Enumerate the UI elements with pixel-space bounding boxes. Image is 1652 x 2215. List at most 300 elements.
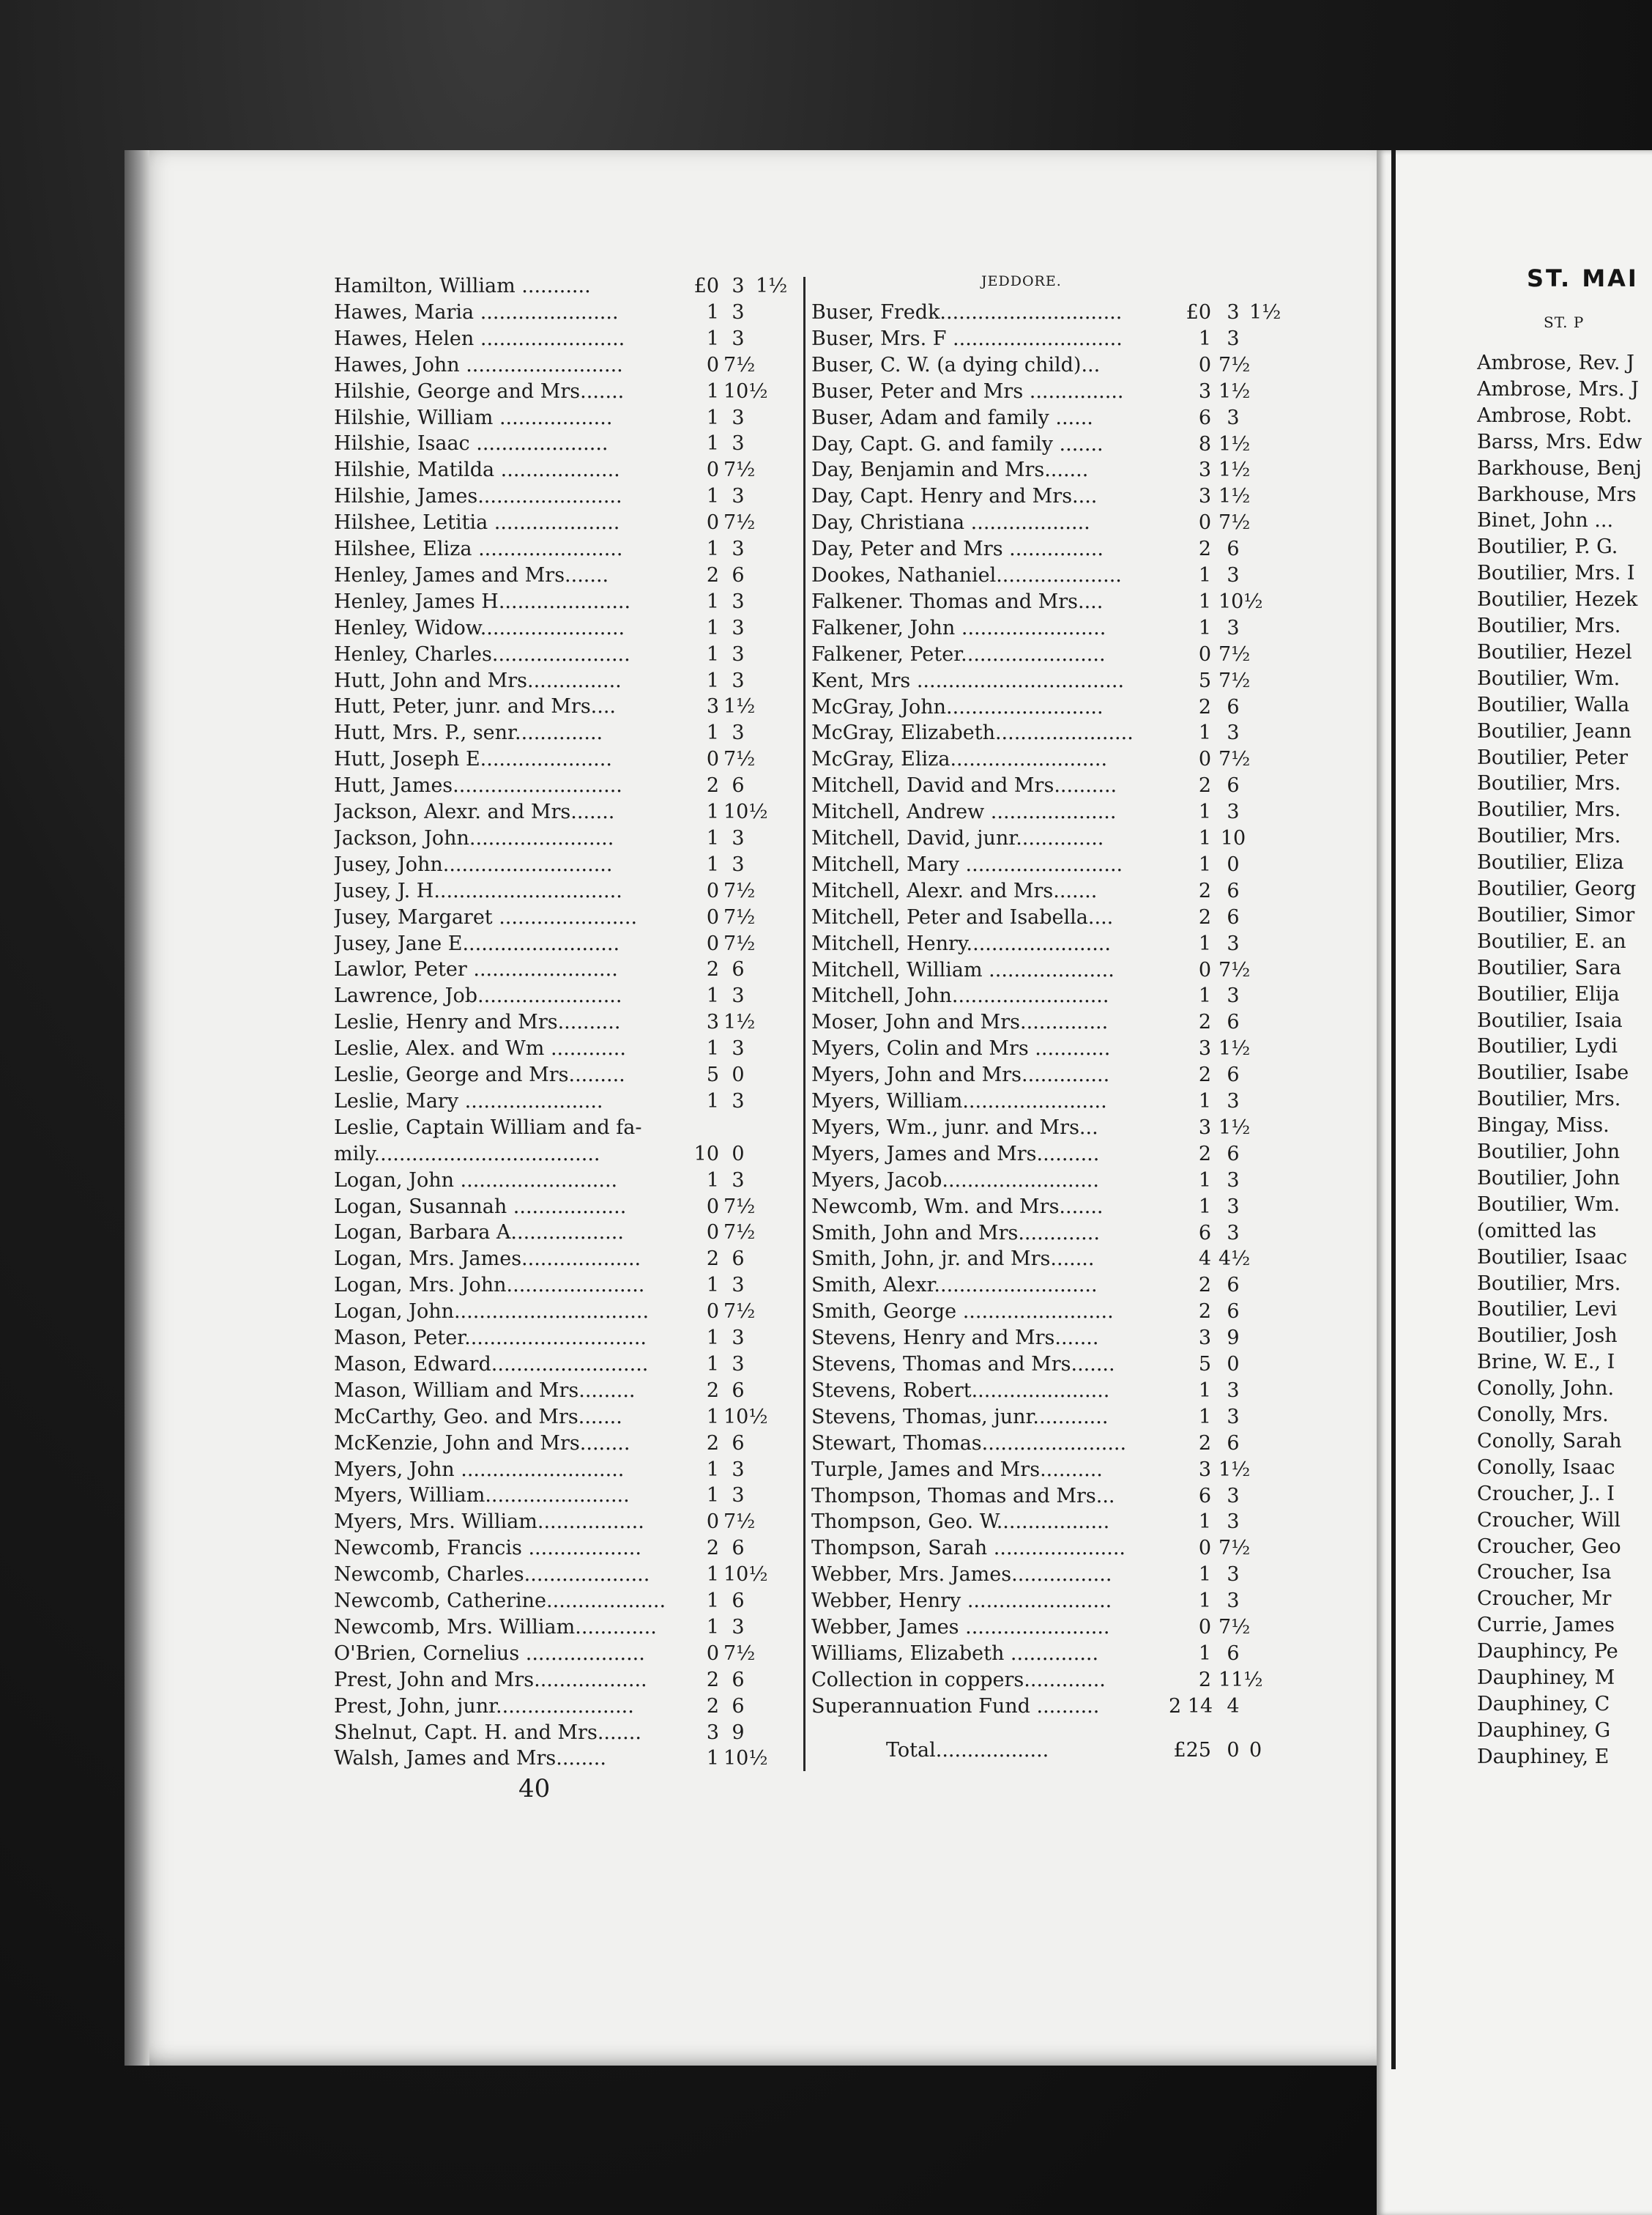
amount-shillings: 1½ [1218, 379, 1251, 403]
entry-name: Jusey, J. H.............................. [334, 879, 622, 902]
amount-pounds: 2 [1198, 538, 1211, 561]
subscriber-row [811, 1272, 1295, 1299]
subscriber-row [334, 1404, 803, 1431]
amount-shillings: 7½ [723, 1510, 756, 1534]
amount-pounds: 6 [1198, 406, 1211, 429]
amount-pounds: 2 14 [1169, 1694, 1213, 1718]
subscriber-row [1477, 1507, 1652, 1534]
amount-pounds: 0 [706, 905, 719, 929]
subscriber-row [1477, 1323, 1652, 1349]
entry-name: Stevens, Thomas and Mrs....... [811, 1353, 1115, 1376]
entry-name: Jusey, John........................... [334, 853, 613, 876]
subscriber-row [334, 1693, 803, 1720]
entry-name: McGray, Elizabeth...................... [811, 721, 1134, 745]
entry-name: Hamilton, William ........... [334, 275, 591, 297]
subscriber-row [811, 1404, 1295, 1431]
entry-name: Stewart, Thomas....................... [811, 1431, 1127, 1455]
amount-shillings: 7½ [1218, 353, 1251, 376]
subscriber-row [1477, 850, 1652, 876]
amount-pounds: 5 [706, 1064, 719, 1086]
subscriber-row [811, 1457, 1295, 1483]
amount-pounds: £0 [1186, 301, 1211, 324]
amount-pounds: 0 [1198, 1537, 1211, 1560]
subscriber-row [334, 1431, 803, 1457]
amount-shillings: 3 [732, 1458, 745, 1481]
subscriber-row [334, 352, 803, 379]
entry-name: Bingay, Miss. [1477, 1114, 1610, 1138]
subscriber-row [811, 1483, 1295, 1510]
entry-name: Boutilier, Simor [1477, 903, 1635, 927]
entry-name: Boutilier, Mrs. [1477, 1272, 1621, 1295]
subscriber-row [1477, 1559, 1652, 1586]
entry-name: Buser, Fredk............................. [811, 301, 1123, 324]
amount-pounds: 1 [706, 826, 719, 850]
subscriber-row [1477, 1192, 1652, 1218]
entry-name: Henley, James H..................... [334, 590, 631, 613]
subscriber-row [334, 1562, 803, 1588]
amount-shillings: 6 [732, 1668, 745, 1691]
jeddore-heading: JEDDORE. [981, 273, 1062, 289]
entry-name: Boutilier, Sara [1477, 956, 1621, 979]
entry-name: Boutilier, Walla [1477, 693, 1630, 716]
right-page-subheading: ST. P [1544, 313, 1585, 331]
amount-shillings: 9 [732, 1721, 745, 1744]
subscriber-row [334, 957, 803, 983]
subscriber-row [334, 720, 803, 746]
amount-shillings: 10½ [723, 801, 768, 823]
entry-name: Currie, James [1477, 1614, 1615, 1637]
amount-pounds: 1 [1198, 590, 1211, 613]
entry-name: Prest, John, junr...................... [334, 1694, 634, 1718]
subscriber-row [334, 405, 803, 431]
entry-name: Turple, James and Mrs.......... [811, 1458, 1103, 1481]
subscriber-row [1477, 1060, 1652, 1086]
amount-shillings: 7½ [1218, 669, 1251, 692]
subscriber-row [811, 483, 1295, 510]
amount-pounds: 1 [706, 327, 719, 350]
subscriber-row [1477, 1008, 1652, 1034]
subscriber-row [811, 1115, 1295, 1141]
amount-shillings: 3 [732, 1037, 745, 1061]
subscriber-row [811, 1141, 1295, 1168]
subscriber-row [811, 1220, 1295, 1247]
amount-shillings: 6 [1227, 905, 1240, 929]
amount-pounds: 2 [706, 1431, 719, 1455]
subscriber-row [811, 773, 1295, 799]
subscriber-row [1477, 560, 1652, 587]
entry-name: Stevens, Henry and Mrs....... [811, 1327, 1099, 1350]
subscriber-row [1477, 376, 1652, 403]
entry-name: Newcomb, Charles.................... [334, 1563, 650, 1587]
subscriber-row [1477, 1218, 1652, 1244]
entry-name: Myers, Wm., junr. and Mrs... [811, 1116, 1098, 1139]
amount-pounds: 1 [1198, 1195, 1211, 1218]
subscriber-row [811, 1693, 1295, 1720]
amount-pounds: 1 [1198, 827, 1211, 850]
amount-shillings: 3 [1227, 1405, 1240, 1428]
subscriber-row [1477, 982, 1652, 1008]
subscriber-row [1477, 587, 1652, 613]
total-shillings: 0 [1227, 1738, 1240, 1762]
entry-name: Mitchell, William .................... [811, 958, 1115, 982]
amount-pounds: 0 [706, 1510, 719, 1534]
subscriber-row [1477, 1744, 1652, 1770]
entry-name: McCarthy, Geo. and Mrs....... [334, 1405, 622, 1428]
subscriber-row [811, 1246, 1295, 1272]
entry-name: Buser, Peter and Mrs ............... [811, 379, 1124, 403]
subscriber-row [334, 1220, 803, 1246]
entry-name: Barkhouse, Benj [1477, 456, 1642, 480]
entry-name: Hilshee, Letitia .................... [334, 511, 620, 535]
entry-name: Hilshie, William .................. [334, 406, 613, 429]
subscriber-row [1477, 692, 1652, 719]
entry-name: Boutilier, Hezek [1477, 588, 1638, 612]
amount-shillings: 1½ [723, 695, 756, 719]
amount-pounds: 2 [1198, 1064, 1211, 1087]
amount-pounds: 1 [1198, 932, 1211, 955]
amount-shillings: 6 [1227, 695, 1240, 719]
entry-name: Day, Benjamin and Mrs....... [811, 459, 1089, 482]
amount-pounds: 3 [1198, 1037, 1211, 1061]
amount-pounds: 1 [706, 642, 719, 666]
amount-pounds: 1 [706, 669, 719, 692]
amount-pounds: 1 [706, 1168, 719, 1192]
entry-name: Hilshie, Matilda ................... [334, 459, 620, 482]
entry-name: Myers, Mrs. William................. [334, 1510, 644, 1534]
subscriber-row [811, 1168, 1295, 1194]
amount-shillings: 6 [732, 1247, 745, 1271]
subscriber-row [811, 1009, 1295, 1036]
amount-pence: 1½ [756, 275, 788, 297]
amount-shillings: 3 [1227, 1195, 1240, 1218]
amount-shillings: 3 [732, 432, 745, 456]
entry-name: Walsh, James and Mrs........ [334, 1747, 606, 1770]
subscriber-row [334, 878, 803, 905]
amount-pounds: 3 [706, 1011, 719, 1034]
amount-shillings: 3 [1227, 564, 1240, 587]
entry-name: Henley, James and Mrs....... [334, 563, 609, 587]
amount-pounds: 2 [706, 563, 719, 587]
amount-pounds: 0 [706, 1221, 719, 1244]
subscriber-row [1477, 1639, 1652, 1665]
amount-shillings: 4 [1227, 1694, 1240, 1718]
entry-name: Myers, Jacob......................... [811, 1168, 1099, 1192]
amount-pounds: 0 [706, 932, 719, 955]
subscriber-row [334, 1299, 803, 1325]
amount-pounds: 3 [1198, 1458, 1211, 1481]
subscriber-row [1477, 1428, 1652, 1455]
amount-shillings: 3 [732, 327, 745, 350]
amount-pounds: 2 [1198, 1011, 1211, 1034]
subscriber-row [334, 1325, 803, 1351]
amount-pounds: 0 [706, 459, 719, 482]
subscriber-row [334, 1509, 803, 1535]
entry-name: Leslie, Alex. and Wm ............ [334, 1037, 626, 1061]
amount-shillings: 6 [732, 958, 745, 982]
amount-pounds: 1 [1198, 1168, 1211, 1192]
amount-shillings: 7½ [1218, 958, 1251, 982]
amount-pounds: 0 [1198, 642, 1211, 666]
subscriber-row [811, 1194, 1295, 1220]
amount-pounds: 1 [1198, 853, 1211, 876]
entry-name: Newcomb, Catherine................... [334, 1589, 666, 1612]
subscriber-row [1477, 456, 1652, 482]
amount-shillings: 7½ [723, 932, 756, 955]
amount-pounds: 1 [706, 1589, 719, 1612]
amount-shillings: 6 [732, 1694, 745, 1718]
entry-name: Shelnut, Capt. H. and Mrs....... [334, 1721, 641, 1744]
entry-name: Boutilier, P. G. [1477, 535, 1618, 559]
amount-shillings: 6 [732, 774, 745, 798]
entry-name: Myers, William....................... [811, 1090, 1107, 1113]
subscriber-row [811, 536, 1295, 563]
subscriber-row [811, 405, 1295, 431]
amount-shillings: 3 [732, 984, 745, 1008]
amount-shillings: 7½ [1218, 642, 1251, 666]
amount-shillings: 6 [732, 563, 745, 587]
amount-shillings: 7½ [723, 905, 756, 929]
amount-pounds: 2 [706, 1694, 719, 1718]
amount-shillings: 3 [732, 1484, 745, 1507]
amount-pounds: 1 [1198, 984, 1211, 1008]
entry-name: Hilshie, George and Mrs....... [334, 379, 625, 403]
amount-shillings: 10½ [723, 1563, 768, 1587]
subscriber-row [334, 931, 803, 957]
amount-pounds: 0 [706, 1641, 719, 1665]
subscriber-row [811, 1667, 1295, 1693]
entry-name: Newcomb, Francis .................. [334, 1537, 641, 1560]
subscriber-row [811, 905, 1295, 931]
amount-shillings: 3 [732, 669, 745, 692]
entry-name: Boutilier, E. an [1477, 930, 1626, 953]
subscriber-row [811, 642, 1295, 668]
entry-name: Hawes, Maria ...................... [334, 300, 619, 324]
entry-name: Webber, Mrs. James................ [811, 1563, 1112, 1587]
amount-pounds: 2 [1198, 1142, 1211, 1165]
entry-name: Mitchell, Andrew .................... [811, 801, 1117, 824]
entry-name: Logan, Barbara A.................. [334, 1221, 624, 1244]
subscriber-row [334, 668, 803, 694]
entry-name: Hutt, Mrs. P., senr.............. [334, 721, 603, 745]
amount-shillings: 3 [1227, 721, 1240, 745]
amount-pounds: 2 [1198, 905, 1211, 929]
amount-pounds: 1 [1198, 801, 1211, 824]
entry-name: Henley, Widow....................... [334, 616, 625, 639]
amount-pounds: 2 [706, 1668, 719, 1691]
amount-pounds: 8 [1198, 432, 1211, 456]
amount-pounds: 1 [706, 432, 719, 456]
entry-name: Jackson, Alexr. and Mrs....... [334, 801, 615, 823]
entry-name: Barss, Mrs. Edw [1477, 430, 1642, 453]
entry-name: Hutt, James........................... [334, 774, 622, 798]
amount-pounds: 1 [706, 1089, 719, 1113]
subscriber-row [334, 983, 803, 1009]
subscriber-row [334, 1745, 803, 1772]
subscriber-row [811, 1509, 1295, 1535]
subscriber-row [811, 878, 1295, 905]
amount-shillings: 3 [732, 1089, 745, 1113]
entry-name: Lawlor, Peter ....................... [334, 958, 618, 982]
amount-pounds: 1 [706, 1458, 719, 1481]
subscriber-row [1477, 1665, 1652, 1691]
amount-shillings: 3 [732, 300, 745, 324]
subscriber-row [811, 825, 1295, 852]
entry-name: Boutilier, John [1477, 1166, 1621, 1190]
entry-name: Williams, Elizabeth .............. [811, 1641, 1099, 1665]
subscriber-row [811, 852, 1295, 878]
entry-name: Dauphiney, M [1477, 1666, 1615, 1689]
amount-pounds: 1 [1198, 1510, 1211, 1534]
entry-name: Mason, Edward......................... [334, 1352, 649, 1376]
amount-shillings: 7½ [723, 1221, 756, 1244]
amount-pounds: 0 [706, 879, 719, 902]
total-pounds: £25 [1173, 1738, 1211, 1762]
amount-shillings: 3 [1227, 1563, 1240, 1587]
entry-name: Leslie, George and Mrs......... [334, 1064, 625, 1086]
entry-name: Smith, Alexr.......................... [811, 1274, 1098, 1297]
amount-pounds: 0 [706, 353, 719, 376]
entry-name: Stevens, Robert...................... [811, 1379, 1110, 1402]
subscriber-row [334, 694, 803, 720]
amount-pounds: 3 [706, 695, 719, 719]
subscriber-row [334, 1168, 803, 1194]
amount-shillings: 3 [732, 721, 745, 745]
subscriber-row [811, 1378, 1295, 1404]
amount-shillings: 6 [1227, 879, 1240, 902]
amount-shillings: 0 [732, 1064, 745, 1086]
amount-shillings: 6 [732, 1589, 745, 1612]
entry-name: Mitchell, Alexr. and Mrs....... [811, 879, 1098, 902]
entry-name: Boutilier, Mrs. [1477, 798, 1621, 822]
entry-name: Lawrence, Job....................... [334, 984, 622, 1008]
subscriber-row [334, 1483, 803, 1509]
entry-name: Webber, Henry ....................... [811, 1589, 1112, 1613]
amount-shillings: 0 [1227, 853, 1240, 876]
entry-name: Hawes, Helen ....................... [334, 327, 625, 350]
entry-name: McGray, John......................... [811, 695, 1104, 719]
subscriber-row [1477, 1349, 1652, 1376]
entry-name: Smith, George ........................ [811, 1300, 1114, 1324]
entry-name: Hutt, John and Mrs............... [334, 669, 622, 692]
amount-pounds: 1 [706, 590, 719, 613]
entry-name: Boutilier, Mrs. [1477, 772, 1621, 795]
subscriber-row [1477, 1402, 1652, 1428]
amount-pounds: 1 [706, 1274, 719, 1297]
amount-shillings: 10½ [723, 379, 768, 403]
entry-name: Dauphiney, C [1477, 1692, 1610, 1715]
entry-name: Boutilier, Wm. [1477, 667, 1621, 690]
amount-shillings: 6 [1227, 538, 1240, 561]
subscriber-row [334, 1194, 803, 1220]
subscriber-row [811, 1641, 1295, 1667]
entry-name: Thompson, Thomas and Mrs... [811, 1484, 1115, 1507]
entry-name: Day, Capt. Henry and Mrs.... [811, 485, 1098, 508]
amount-pounds: 1 [1198, 327, 1211, 350]
amount-shillings: 7½ [723, 459, 756, 482]
entry-name: Logan, John............................... [334, 1300, 650, 1324]
entry-name: Logan, Mrs. John...................... [334, 1274, 645, 1297]
amount-shillings: 7½ [723, 511, 756, 535]
subscriber-row [334, 642, 803, 668]
entry-name: Leslie, Henry and Mrs.......... [334, 1011, 621, 1034]
entry-name: Myers, James and Mrs.......... [811, 1142, 1100, 1165]
subscriber-row [1477, 719, 1652, 745]
entry-name: Boutilier, Isaia [1477, 1009, 1623, 1032]
entry-name: Conolly, Mrs. [1477, 1403, 1609, 1426]
entry-name: Boutilier, Isabe [1477, 1061, 1629, 1085]
entry-name: Logan, Mrs. James................... [334, 1247, 641, 1271]
entry-name: Dauphiney, G [1477, 1718, 1611, 1742]
subscriber-row [1477, 771, 1652, 797]
subscriber-row [1477, 1455, 1652, 1481]
amount-pounds: 1 [706, 538, 719, 560]
amount-pounds: 10 [693, 1142, 719, 1165]
amount-pounds: 2 [706, 1537, 719, 1560]
total-label: Total.................. [886, 1738, 1049, 1762]
amount-shillings: 1½ [1218, 432, 1251, 456]
amount-pounds: 0 [706, 1195, 719, 1218]
entry-name: Newcomb, Wm. and Mrs....... [811, 1195, 1104, 1218]
subscriber-row [811, 326, 1295, 352]
amount-shillings: 7½ [723, 1641, 756, 1665]
amount-shillings: 6 [732, 1537, 745, 1560]
amount-pounds: 1 [1198, 721, 1211, 745]
amount-shillings: 3 [1227, 932, 1240, 955]
subscriber-row [811, 1062, 1295, 1088]
entry-name: Mitchell, Mary ......................... [811, 853, 1123, 876]
entry-name: Myers, William....................... [334, 1484, 630, 1507]
entry-name: Falkener, Peter....................... [811, 642, 1106, 666]
amount-shillings: 3 [732, 642, 745, 666]
subscriber-row [1477, 613, 1652, 639]
entry-name: Buser, C. W. (a dying child)... [811, 353, 1101, 376]
amount-shillings: 3 [1227, 1379, 1240, 1402]
subscriber-row [811, 1562, 1295, 1588]
entry-name: Smith, John, jr. and Mrs....... [811, 1247, 1095, 1271]
entry-name: Croucher, J.. I [1477, 1482, 1615, 1505]
amount-pounds: 5 [1198, 669, 1211, 692]
amount-pounds: 1 [706, 379, 719, 403]
subscriber-row [1477, 482, 1652, 508]
entry-name: O'Brien, Cornelius ................... [334, 1641, 645, 1665]
amount-pounds: 1 [706, 853, 719, 876]
entry-name: Buser, Mrs. F ........................... [811, 327, 1123, 350]
subscriber-row [334, 799, 803, 825]
amount-pounds: 1 [706, 300, 719, 324]
entry-name: Barkhouse, Mrs [1477, 483, 1637, 506]
subscriber-row [1477, 902, 1652, 929]
amount-pounds: 0 [706, 511, 719, 535]
subscriber-row [1477, 1718, 1652, 1744]
subscriber-row [1477, 955, 1652, 982]
amount-shillings: 3 [1227, 984, 1240, 1008]
amount-shillings: 3 [732, 538, 745, 560]
entry-name: Dauphincy, Pe [1477, 1640, 1618, 1663]
subscriber-row [334, 746, 803, 773]
subscriber-row [1477, 929, 1652, 955]
amount-pounds: 4 [1198, 1247, 1211, 1271]
amount-pounds: 2 [1198, 1274, 1211, 1297]
amount-pounds: 1 [1198, 1090, 1211, 1113]
entry-name: Day, Christiana ................... [811, 511, 1090, 535]
amount-shillings: 3 [1227, 801, 1240, 824]
amount-pounds: 0 [706, 748, 719, 771]
amount-shillings: 3 [732, 1615, 745, 1639]
entry-name: McGray, Eliza......................... [811, 748, 1108, 771]
entry-name: Logan, Susannah .................. [334, 1195, 627, 1218]
amount-pounds: 1 [1198, 1563, 1211, 1587]
subscriber-row [1477, 797, 1652, 823]
